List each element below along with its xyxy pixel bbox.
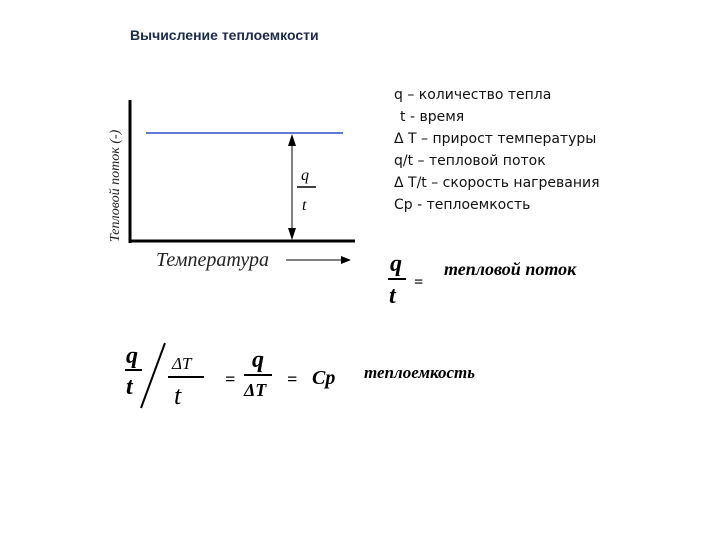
formula2-den1: t	[126, 374, 133, 400]
formula2-equals2: =	[287, 369, 298, 389]
definition-item: Cp - теплоемкость	[394, 197, 531, 213]
arrow-up-head	[288, 134, 296, 146]
graph-fraction-den: t	[302, 197, 307, 214]
formula-heat-capacity	[125, 343, 475, 410]
definition-item: q/t – тепловой поток	[394, 153, 546, 169]
page-title: Вычисление теплоемкости	[130, 27, 319, 43]
formula2-den2: t	[174, 381, 182, 410]
formula2-result: Cp	[312, 367, 336, 389]
definition-item: Δ T/t – скорость нагревания	[394, 175, 600, 191]
graph-fraction-num: q	[301, 167, 309, 184]
formula1-label: тепловой поток	[444, 259, 577, 279]
x-axis-label: Температура	[156, 249, 269, 271]
heat-flow-graph	[108, 100, 355, 271]
definition-item: t - время	[400, 109, 465, 125]
formula-heat-flow	[388, 251, 577, 309]
formula2-slash	[141, 343, 165, 408]
definition-item: q – количество тепла	[394, 87, 552, 103]
formula2-num3: q	[252, 347, 264, 373]
formula2-label: теплоемкость	[364, 363, 475, 382]
formula2-den3: ΔT	[244, 380, 267, 400]
formula1-num: q	[390, 251, 402, 277]
formula2-num2: ΔT	[172, 354, 192, 373]
y-axis-label: Тепловой поток (-)	[108, 129, 123, 242]
arrow-down-head	[288, 228, 296, 240]
formula2-equals1: =	[225, 369, 236, 389]
definition-item: Δ T – прирост температуры	[394, 131, 597, 147]
formula1-den: t	[389, 283, 396, 309]
formula1-equals: =	[414, 274, 424, 291]
formula2-num1: q	[126, 343, 138, 369]
